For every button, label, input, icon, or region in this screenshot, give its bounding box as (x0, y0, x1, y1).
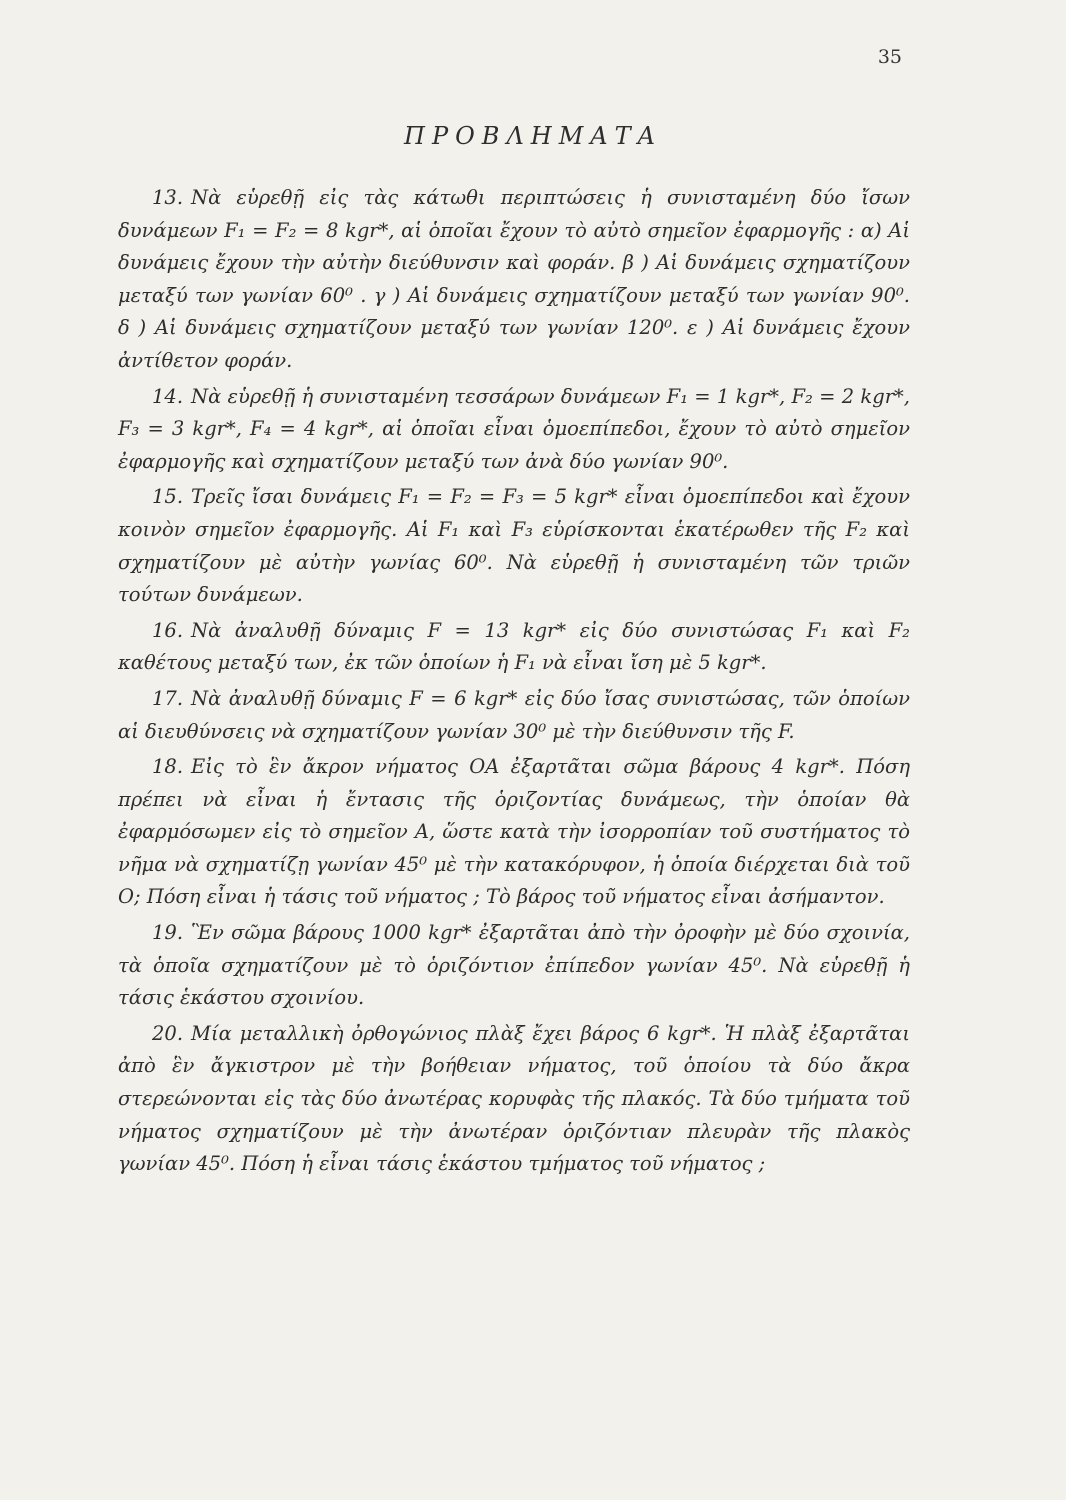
problem-number: 13. (152, 186, 184, 209)
problem-text: Νὰ εὑρεθῇ ἡ συνισταμένη τεσσάρων δυνάμεων F₁ = 1 kgr*, F₂ = 2 kgr*, F₃ = 3 kgr*, F₄ = 4 kgr*, αἱ ὁποῖαι εἶναι ὁμοεπίπεδοι, ἔχουν τὸ αὐτὸ σημεῖον ἐφαρμογῆς καὶ σχηματίζουν μεταξύ των ἀνὰ δύο γωνίαν 90⁰. (118, 384, 910, 473)
page-title: ΠΡΟΒΛΗΜΑΤΑ (404, 122, 662, 150)
problem-number: 18. (152, 755, 184, 779)
problem-17 (118, 683, 910, 748)
problem-text: Τρεῖς ἴσαι δυνάμεις F₁ = F₂ = F₃ = 5 kgr* εἶναι ὁμοεπίπεδοι καὶ ἔχουν κοινὸν σημεῖον ἐφαρμογῆς. Αἱ F₁ καὶ F₃ εὑρίσκονται ἑκατέρωθεν τῆς F₂ καὶ σχηματίζουν μὲ αὐτὴν γωνίας 60⁰. Νὰ εὑρεθῇ ἡ συνισταμένη τῶν τριῶν τούτων δυνάμεων. (118, 485, 910, 607)
page-number: 35 (877, 46, 902, 68)
problem-number: 20. (152, 1021, 184, 1045)
problem-text: Μία μεταλλικὴ ὀρθογώνιος πλὰξ ἔχει βάρος 6 kgr*. Ἡ πλὰξ ἐξαρτᾶται ἀπὸ ἓν ἄγκιστρον μὲ τὴν βοήθειαν νήματος, τοῦ ὁποίου τὰ δύο ἄκρα στερεώνονται εἰς τὰς δύο ἀνωτέρας κορυφὰς τῆς πλακός. Τὰ δύο τμήματα τοῦ νήματος σχηματίζουν μὲ τὴν ἀνωτέραν ὁριζόντιαν πλευρὰν τῆς πλακὸς γωνίαν 45⁰. Πόση ἡ εἶναι τάσις ἑκάστου τμήματος τοῦ νήματος ; (118, 1021, 910, 1176)
problem-16 (118, 615, 910, 680)
problem-number: 19. (152, 921, 184, 945)
problem-15 (118, 481, 910, 611)
problem-number: 14. (152, 384, 184, 408)
problem-text: Νὰ εὑρεθῇ εἰς τὰς κάτωθι περιπτώσεις ἡ συνισταμένη δύο ἴσων δυνάμεων F₁ = F₂ = 8 kgr*, αἱ ὁποῖαι ἔχουν τὸ αὐτὸ σημεῖον ἐφαρμογῆς : α) Αἱ δυνάμεις ἔχουν τὴν αὐτὴν διεύθυνσιν καὶ φοράν. β ) Αἱ δυνάμεις σχηματίζουν μεταξύ των γωνίαν 60⁰ . γ ) Αἱ δυνάμεις σχηματίζουν μεταξύ των γωνίαν 90⁰. δ ) Αἱ δυνάμεις σχηματίζουν μεταξύ των γωνίαν 120⁰. ε ) Αἱ δυνάμεις ἔχουν ἀντίθετον φοράν. (118, 186, 910, 372)
problem-text: Νὰ ἀναλυθῇ δύναμις F = 13 kgr* εἰς δύο συνιστώσας F₁ καὶ F₂ καθέτους μεταξύ των, ἐκ τῶν ὁποίων ἡ F₁ νὰ εἶναι ἴση μὲ 5 kgr*. (118, 618, 910, 675)
problem-text: Νὰ ἀναλυθῇ δύναμις F = 6 kgr* εἰς δύο ἴσας συνιστώσας, τῶν ὁποίων αἱ διευθύνσεις νὰ σχηματίζουν γωνίαν 30⁰ μὲ τὴν διεύθυνσιν τῆς F. (118, 686, 910, 743)
problem-text: Ἓν σῶμα βάρους 1000 kgr* ἐξαρτᾶται ἀπὸ τὴν ὀροφὴν μὲ δύο σχοινία, τὰ ὁποῖα σχηματίζουν μὲ τὸ ὁριζόντιον ἐπίπεδον γωνίαν 45⁰. Νὰ εὑρεθῇ ἡ τάσις ἑκάστου σχοινίου. (118, 921, 910, 1010)
problem-14 (118, 381, 910, 479)
problem-18 (118, 751, 910, 914)
problem-13 (118, 182, 910, 378)
problem-text: Εἰς τὸ ἓν ἄκρον νήματος ΟΑ ἐξαρτᾶται σῶμα βάρους 4 kgr*. Πόση πρέπει νὰ εἶναι ἡ ἔντασις τῆς ὁριζοντίας δυνάμεως, τὴν ὁποίαν θὰ ἐφαρμόσωμεν εἰς τὸ σημεῖον Α, ὥστε κατὰ τὴν ἰσορροπίαν τοῦ συστήματος τὸ νῆμα νὰ σχηματίζῃ γωνίαν 45⁰ μὲ τὴν κατακόρυφον, ἡ ὁποία διέρχεται διὰ τοῦ Ο; Πόση εἶναι ἡ τάσις τοῦ νήματος ; Τὸ βάρος τοῦ νήματος εἶναι ἀσήμαντον. (118, 755, 910, 909)
problem-19 (118, 917, 910, 1015)
problem-number: 17. (152, 686, 184, 710)
problem-number: 16. (152, 618, 184, 642)
problem-list (118, 182, 910, 1184)
problem-number: 15. (152, 485, 184, 509)
problem-20 (118, 1018, 910, 1181)
